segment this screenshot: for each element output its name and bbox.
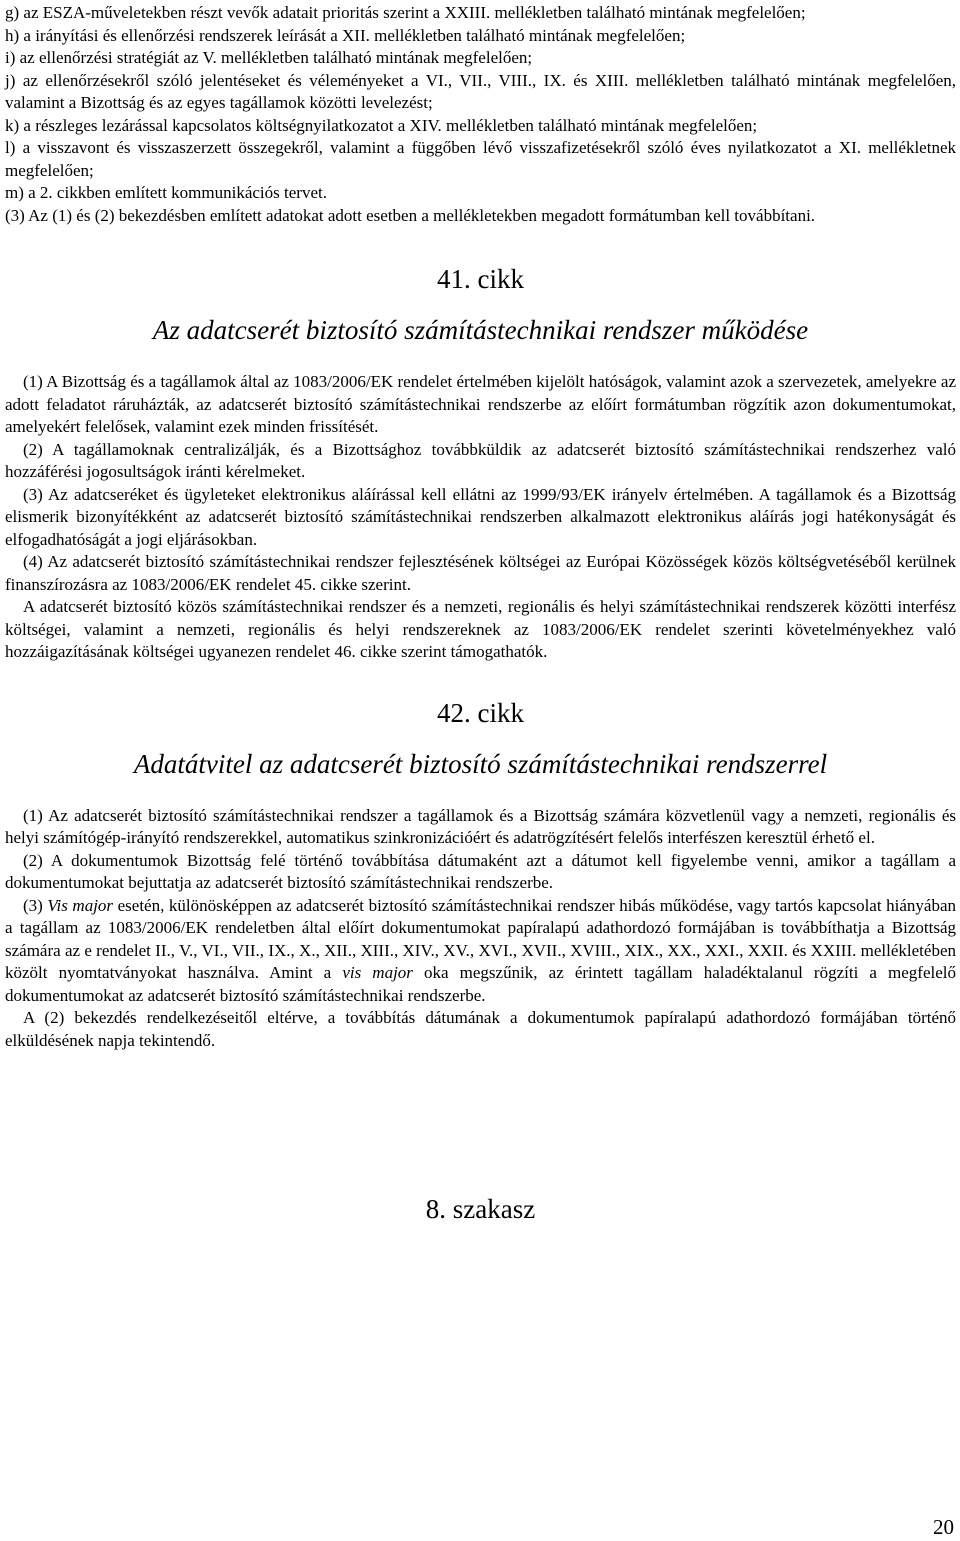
paragraph-3-end: oka megszűnik, az érintett tagállam haladéktalanul rögzíti a megfelelő dokumentumokat az adatcserét biztosító számítástechnikai rendszerbe. <box>5 963 956 1005</box>
article-41-paragraph-3: (3) Az adatcseréket és ügyleteket elektronikus aláírással kell ellátni az 1999/93/EK irányelv értelmében. A tagállamok és a Bizottság elismerik bizonyítékként az adatcserét biztosító számítástechnikai rendszerben alkalmazott elektronikus aláírás jogi hatékonyságát és elfogadhatóságát a jogi eljárásokban. <box>5 484 956 549</box>
article-42-paragraph-2: (2) A dokumentumok Bizottság felé történő továbbítása dátumaként azt a dátumot kell figyelembe venni, amikor a tagállam a dokumentumokat bejuttatja az adatcserét biztosító számítástechnikai rendszerbe. <box>5 850 956 892</box>
list-item-j: j) az ellenőrzésekről szóló jelentéseket és véleményeket a VI., VII., VIII., IX. és XIII. mellékletben található mintának megfelelően, valamint a Bizottság és az egyes tagállamok közötti levelezést; <box>5 70 956 112</box>
list-block <box>5 0 956 227</box>
list-item-k: k) a részleges lezárással kapcsolatos költségnyilatkozatot a XIV. mellékletben található mintának megfelelően; <box>5 115 758 135</box>
page-number: 20 <box>933 1515 954 1539</box>
article-42-body <box>5 805 956 1053</box>
article-41-title: Az adatcserét biztosító számítástechnikai rendszer működése <box>152 315 809 345</box>
vis-major-term: Vis major <box>47 895 114 915</box>
vis-major-term: vis major <box>342 963 413 982</box>
article-42-paragraph-4: A (2) bekezdés rendelkezéseitől eltérve, a továbbítás dátumának a dokumentumok papíralapú adathordozó formájában történő elküldésének napja tekintendő. <box>5 1008 956 1050</box>
article-42-number: 42. cikk <box>437 697 524 728</box>
section-heading: 8. szakasz <box>425 1194 536 1224</box>
article-41-paragraph-1: (1) A Bizottság és a tagállamok által az 1083/2006/EK rendelet értelmében kijelölt hatóságok, valamint azok a szervezetek, amelyekre az adott feladatot ráruházták, az adatcserét biztosító számítástechnikai rendszerbe az előírt formátumban rögzítik azon dokumentumokat, amelyekért felelősek, valamint ezek minden frissítését. <box>5 372 956 436</box>
list-item-l: l) a visszavont és visszaszerzett összegekről, valamint a függőben lévő visszafizetésekről szóló éves nyilatkozatot a XI. mellékletnek megfelelően; <box>5 138 956 180</box>
article-41-paragraph-4: (4) Az adatcserét biztosító számítástechnikai rendszer fejlesztésének költségei az Európai Közösségek közös költségvetéséből kerülnek finanszírozásra az 1083/2006/EK rendelet 45. cikke szerint. <box>5 552 956 594</box>
article-41-number: 41. cikk <box>437 264 524 294</box>
article-41-paragraph-2: (2) A tagállamoknak centralizálják, és a Bizottsághoz továbbküldik az adatcserét biztosító számítástechnikai rendszerhez való hozzáférési jogosultságok iránti kérelmeket. <box>5 439 956 481</box>
paragraph-3-body: esetén, különösképpen az adatcserét biztosító számítástechnikai rendszer hibás működése, vagy tartós kapcsolat hiányában a tagállam az 1083/2006/EK rendeletben által előírt dokumentumokat papíralapú adathordozó formájában is továbbíthatja a Bizottság számára az e rendelet II., V., VI., VII., IX., X., XII., XIII., XIV., XV., XVI., XVII., XVIII., XIX., XX., XXI., XXII. és XXIII. mellékletében közölt nyomtatványokat használva. Amint a <box>5 895 957 982</box>
article-42-paragraph-3 <box>5 895 956 1008</box>
article-41-paragraph-5: A adatcserét biztosító közös számítástechnikai rendszer és a nemzeti, regionális és helyi számítástechnikai rendszerek közötti interfész költségei, valamint a nemzeti, regionális és helyi rendszereknek az 1083/2006/EK rendelet szerinti követelményekhez való hozzáigazításának költségei ugyanezen rendelet 46. cikke szerint támogathatók. <box>5 597 956 661</box>
document-page <box>5 0 956 1225</box>
list-item-h: h) a irányítási és ellenőrzési rendszerek leírását a XII. mellékletben található mintának megfelelően; <box>5 25 686 45</box>
list-item-m: m) a 2. cikkben említett kommunikációs tervet. <box>5 183 327 202</box>
list-item-i: i) az ellenőrzési stratégiát az V. mellékletben található mintának megfelelően; <box>5 48 533 67</box>
paragraph-3: (3) Az (1) és (2) bekezdésben említett adatokat adott esetben a mellékletekben megadott formátumban kell továbbítani. <box>5 205 816 225</box>
article-42-paragraph-1: (1) Az adatcserét biztosító számítástechnikai rendszer a tagállamok és a Bizottság számára közvetlenül vagy a nemzeti, regionális és helyi számítógép-irányító rendszerekkel, automatikus szinkronizációért és adatrögzítésért felelős interfészen keresztül érhető el. <box>5 805 956 847</box>
article-42-title: Adatátvitel az adatcserét biztosító számítástechnikai rendszerrel <box>133 748 828 779</box>
list-item-g: g) az ESZA-műveletekben részt vevők adatait prioritás szerint a XXIII. mellékletben található mintának megfelelően; <box>5 3 806 22</box>
paragraph-3-prefix: (3) <box>23 895 48 915</box>
article-41-body <box>5 371 956 664</box>
